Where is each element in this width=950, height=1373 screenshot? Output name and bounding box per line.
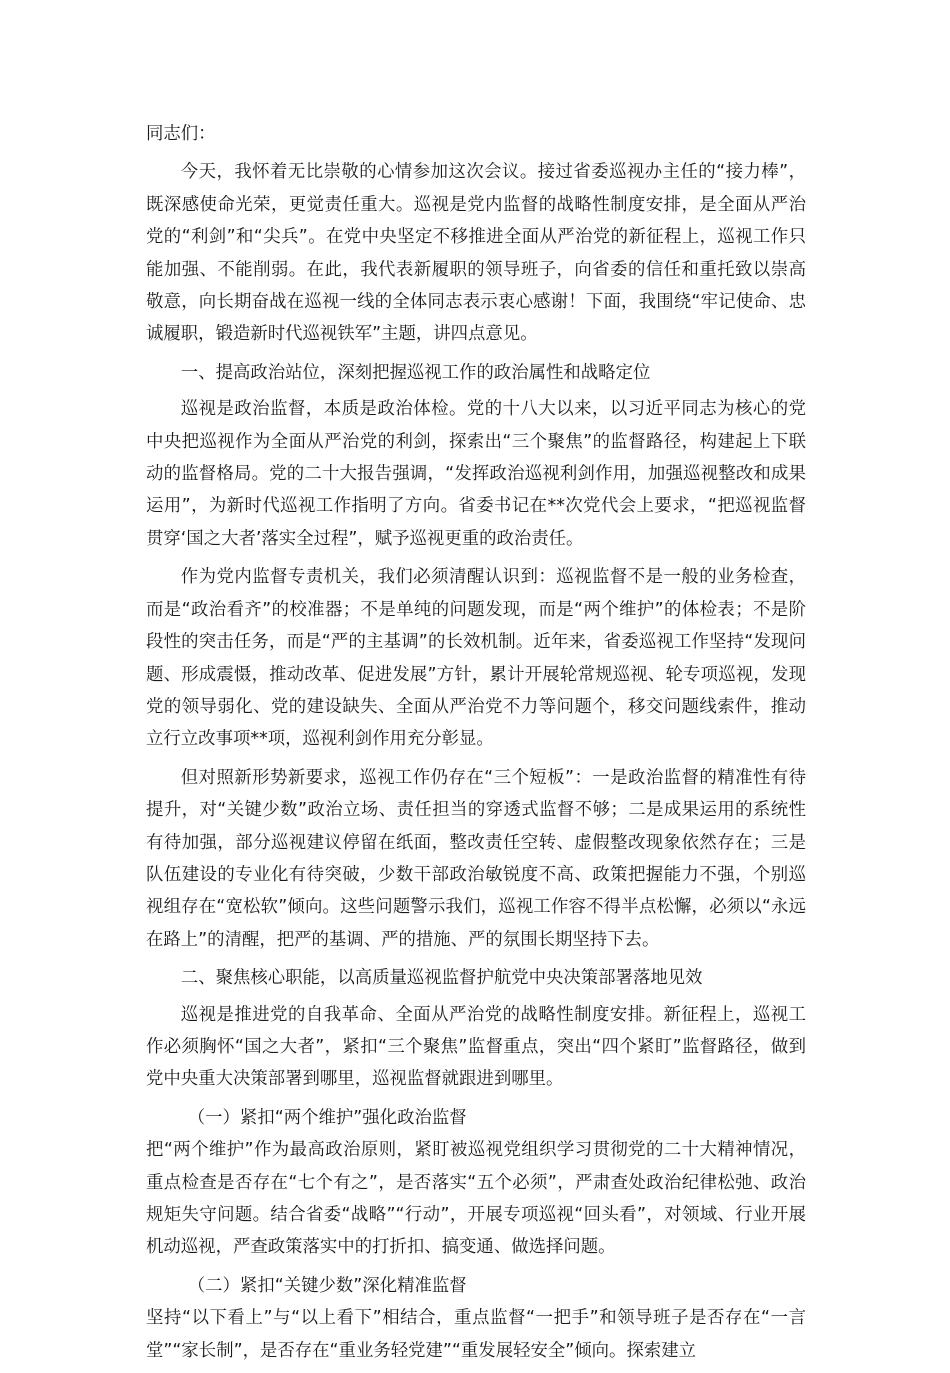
section-heading-2: 二、聚焦核心职能，以高质量巡视监督护航党中央决策部署落地见效	[180, 968, 703, 989]
paragraph: 但对照新形势新要求，巡视工作仍存在“三个短板”：一是政治监督的精准性有待提升，对“关键少数”政治立场、责任担当的穿透式监督不够；二是成果运用的系统性有待加强，部分巡视建议停留在纸面，整改责任空转、虚假整改现象依然存在；三是队伍建设的专业化有待突破，少数干部政治敏锐度不高、政策把握能力不强，个别巡视组存在“宽松软”倾向。这些问题警示我们，巡视工作容不得半点松懈，必须以“永远在路上”的清醒，把严的基调、严的措施、严的氛围长期坚持下去。	[146, 767, 806, 950]
paragraph: 作为党内监督专责机关，我们必须清醒认识到：巡视监督不是一般的业务检查，而是“政治看齐”的校准器；不是单纯的问题发现，而是“两个维护”的体检表；不是阶段性的突击任务，而是“严的主基调”的长效机制。近年来，省委巡视工作坚持“发现问题、形成震慑，推动改革、促进发展”方针，累计开展轮常规巡视、轮专项巡视，发现党的领导弱化、党的建设缺失、全面从严治党不力等问题个，移交问题线索件，推动立行立改事项**项，巡视利剑作用充分彰显。	[146, 567, 806, 750]
paragraph: 坚持“以下看上”与“以上看下”相结合，重点监督“一把手”和领导班子是否存在“一言堂”“家长制”，是否存在“重业务轻党建”“重发展轻安全”倾向。探索建立	[146, 1308, 806, 1361]
paragraph: 把“两个维护”作为最高政治原则，紧盯被巡视党组织学习贯彻党的二十大精神情况，重点检查是否存在“七个有之”，是否落实“五个必须”，严肃查处政治纪律松弛、政治规矩失守问题。结合省委“战略”“行动”，开展专项巡视“回头看”，对领域、行业开展机动巡视，严查政策落实中的打折扣、搞变通、做选择问题。	[146, 1140, 806, 1258]
subsection-heading-1: （一）紧扣“两个维护”强化政治监督	[187, 1107, 467, 1128]
paragraph: 巡视是推进党的自我革命、全面从严治党的战略性制度安排。新征程上，巡视工作必须胸怀“国之大者”，紧扣“三个聚焦”监督重点，突出“四个紧盯”监督路径，做到党中央重大决策部署到哪里，巡视监督就跟进到哪里。	[146, 1004, 806, 1090]
subsection-heading-2: （二）紧扣“关键少数”深化精准监督	[187, 1275, 467, 1296]
paragraph-opening: 今天，我怀着无比崇敬的心情参加这次会议。接过省委巡视办主任的“接力棒”，既深感使命光荣，更觉责任重大。巡视是党内监督的战略性制度安排，是全面从严治党的“利剑”和“尖兵”。在党中央坚定不移推进全面从严治党的新征程上，巡视工作只能加强、不能削弱。在此，我代表新履职的领导班子，向省委的信任和重托致以崇高敬意，向长期奋战在巡视一线的全体同志表示衷心感谢！下面，我围绕“牢记使命、忠诚履职，锻造新时代巡视铁军”主题，讲四点意见。	[146, 162, 806, 345]
document-body	[146, 118, 806, 1373]
paragraph: 巡视是政治监督，本质是政治体检。党的十八大以来，以习近平同志为核心的党中央把巡视作为全面从严治党的利剑，探索出“三个聚焦”的监督路径，构建起上下联动的监督格局。党的二十大报告强调，“发挥政治巡视利剑作用，加强巡视整改和成果运用”，为新时代巡视工作指明了方向。省委书记在**次党代会上要求，“把巡视监督贯穿‘国之大者’落实全过程”，赋予巡视更重的政治责任。	[146, 399, 806, 549]
greeting: 同志们：	[146, 124, 216, 144]
section-heading-1: 一、提高政治站位，深刻把握巡视工作的政治属性和战略定位	[180, 362, 651, 383]
